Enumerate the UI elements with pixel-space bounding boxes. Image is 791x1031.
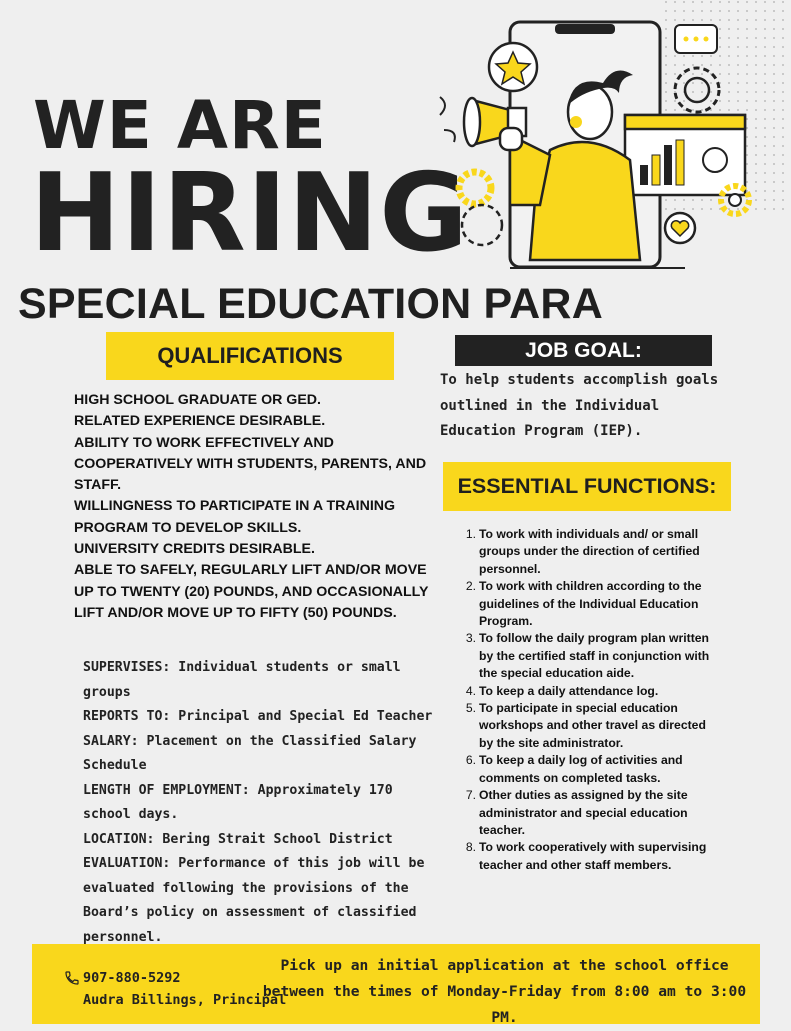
item-text: To keep a daily attendance log. <box>479 683 659 698</box>
list-item <box>457 683 717 700</box>
chart-icon <box>625 115 745 195</box>
essential-functions-heading: ESSENTIAL FUNCTIONS: <box>443 462 731 511</box>
item-text: Other duties as assigned by the site administrator and special education teacher. <box>479 788 688 837</box>
list-item: ABLE TO SAFELY, REGULARLY LIFT AND/OR MOVE UP TO TWENTY (20) POUNDS, AND OCCASIONALLY LIFT AND/OR MOVE UP TO FIFTY (50) POUNDS. <box>74 562 429 621</box>
item-text: To work cooperatively with supervising teacher and other staff members. <box>479 840 707 872</box>
detail-supervises: SUPERVISES: Individual students or small groups <box>83 660 401 700</box>
list-item <box>457 630 717 682</box>
contact-phone[interactable] <box>64 970 181 986</box>
phone-number: 907-880-5292 <box>83 970 181 986</box>
list-item <box>457 578 717 630</box>
item-number: 8. <box>465 840 476 855</box>
application-instructions: Pick up an initial application at the school office between the times of Monday-Friday from 8:00 am to 3:00 PM. <box>262 957 747 1026</box>
qualifications-list <box>74 390 434 624</box>
heart-icon <box>665 213 695 243</box>
item-text: To follow the daily program plan written by the certified staff in conjunction with the special education aide. <box>479 631 710 681</box>
job-details <box>83 656 443 950</box>
item-number: 3. <box>465 631 476 646</box>
list-item <box>457 752 717 787</box>
item-text: To keep a daily log of activities and comments on completed tasks. <box>479 753 683 785</box>
headline-we-are: WE ARE <box>33 87 327 164</box>
phone-icon <box>64 970 80 986</box>
item-number: 2. <box>465 579 476 594</box>
detail-evaluation: EVALUATION: Performance of this job will be evaluated following the provisions of the Board’s policy on assessment of classified personnel. <box>83 856 425 945</box>
chat-icon <box>675 25 717 53</box>
contact-name: Audra Billings, Principal <box>83 992 287 1008</box>
list-item: UNIVERSITY CREDITS DESIRABLE. <box>74 541 315 558</box>
detail-length: LENGTH OF EMPLOYMENT: Approximately 170 school days. <box>83 782 393 822</box>
item-text: To participate in special education workshops and other travel as directed by the site administrator. <box>479 701 706 750</box>
headline-hiring: HIRING <box>30 151 469 276</box>
position-title: SPECIAL EDUCATION PARA <box>18 280 603 328</box>
list-item <box>457 526 717 578</box>
item-number: 7. <box>465 788 476 803</box>
detail-location: LOCATION: Bering Strait School District <box>83 831 393 847</box>
item-number: 4. <box>465 683 476 698</box>
hiring-illustration <box>430 0 791 275</box>
list-item <box>457 700 717 752</box>
list-item: WILLINGNESS TO PARTICIPATE IN A TRAINING PROGRAM TO DEVELOP SKILLS. <box>74 498 396 536</box>
job-goal-heading: JOB GOAL: <box>455 335 712 366</box>
detail-reports-to: REPORTS TO: Principal and Special Ed Teacher <box>83 709 433 724</box>
list-item <box>457 839 717 874</box>
star-icon <box>489 43 537 91</box>
item-text: To work with individuals and/ or small groups under the direction of certified personnel. <box>479 527 700 576</box>
detail-salary: SALARY: Placement on the Classified Salary Schedule <box>83 733 417 773</box>
list-item: HIGH SCHOOL GRADUATE OR GED. <box>74 392 321 408</box>
item-text: To work with children according to the guidelines of the Individual Education Program. <box>479 579 702 629</box>
list-item: RELATED EXPERIENCE DESIRABLE. <box>74 413 326 430</box>
item-number: 1. <box>465 527 476 541</box>
essential-functions-list <box>457 526 717 874</box>
job-goal-text: To help students accomplish goals outlined in the Individual Education Program (IEP). <box>440 372 719 439</box>
item-number: 5. <box>465 701 476 716</box>
list-item <box>457 787 717 839</box>
item-number: 6. <box>465 753 476 768</box>
qualifications-heading: QUALIFICATIONS <box>106 332 394 380</box>
list-item: ABILITY TO WORK EFFECTIVELY AND COOPERATIVELY WITH STUDENTS, PARENTS, AND STAFF. <box>74 434 427 494</box>
